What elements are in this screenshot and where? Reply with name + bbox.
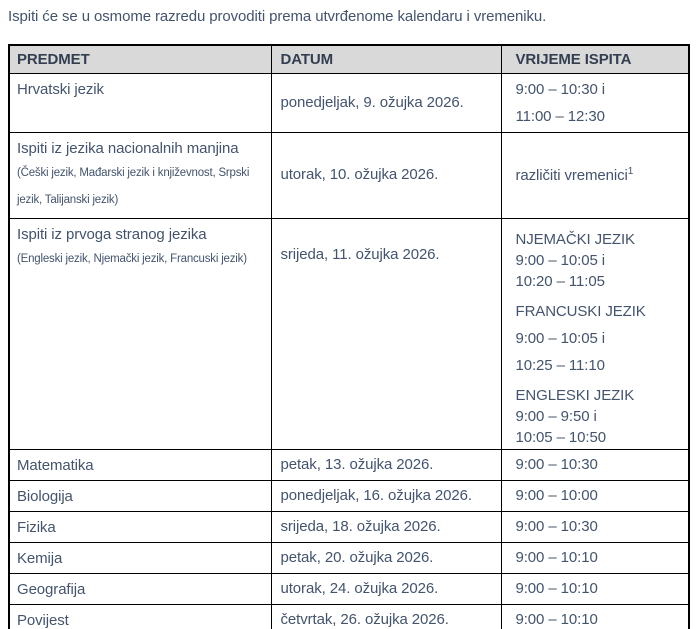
subject-cell [9,604,271,629]
table-row [9,573,689,604]
time-text: 9:00 – 10:10 [515,549,598,566]
exam-schedule-table [8,44,690,629]
subject-text: Biologija [17,487,73,505]
date-cell [271,480,501,511]
time-text: različiti vremenici$^1$ [515,165,634,184]
time-text: 9:00 – 10:10 [515,580,598,597]
time-text: 9:00 – 10:30 [515,456,598,473]
time-cell [501,573,689,604]
subject-text: Ispiti iz jezika nacionalnih manjina [17,139,239,157]
time-text: ENGLESKI JEZIK [515,386,635,404]
date-cell [271,542,501,573]
subject-note: (Češki jezik, Mađarski jezik i književnost, Srpski jezik, Talijanski jezik) [17,166,250,206]
subject-text: Ispiti iz prvoga stranog jezika [17,225,207,243]
table-row [9,449,689,480]
time-cell [501,132,689,218]
time-text: 9:00 – 10:05 i [515,329,606,347]
footnote-ref: 1 [627,165,634,177]
date-cell [271,132,501,218]
time-text: 9:00 – 10:00 [515,487,598,504]
subject-cell [9,573,271,604]
subject-cell [9,480,271,511]
table-row [9,480,689,511]
subject-note: (Engleski jezik, Njemački jezik, Francuski jezik) [17,252,247,265]
subject-cell [9,218,271,449]
time-text: 9:00 – 10:05 i [515,251,606,269]
subject-text: Kemija [17,549,63,567]
date-cell [271,73,501,132]
time-cell [501,604,689,629]
subject-cell [9,132,271,218]
date-text: srijeda, 11. ožujka 2026. [280,245,440,263]
subject-cell [9,73,271,132]
time-cell [501,480,689,511]
date-cell [271,449,501,480]
time-cell [501,73,689,132]
table-row [9,132,689,218]
table-body [9,73,689,629]
date-cell [271,511,501,542]
time-text: NJEMAČKI JEZIK [515,230,635,248]
table-row [9,511,689,542]
subject-text: Hrvatski jezik [17,80,104,98]
subject-cell [9,511,271,542]
table-row [9,218,689,449]
subject-text: Povijest [17,611,69,629]
date-text: četvrtak, 26. ožujka 2026. [280,610,449,628]
time-text: 9:00 – 10:10 [515,611,598,628]
time-text: 11:00 – 12:30 [515,107,605,125]
intro-text: Ispiti će se u osmome razredu provoditi prema utvrđenome kalendaru i vremeniku. [8,8,547,25]
header-row [9,45,689,73]
date-cell [271,573,501,604]
time-text: 10:25 – 11:10 [515,356,605,374]
date-text: petak, 13. ožujka 2026. [280,455,434,473]
time-text: 9:00 – 10:30 i [515,80,606,98]
table-row [9,73,689,132]
time-text: 9:00 – 10:30 [515,518,598,535]
date-text: utorak, 24. ožujka 2026. [280,579,439,597]
table-row [9,542,689,573]
subject-text: Geografija [17,580,86,598]
time-text: FRANCUSKI JEZIK [515,302,646,320]
subject-text: Fizika [17,518,56,536]
date-cell [271,218,501,449]
time-text: 9:00 – 9:50 i [515,407,597,425]
date-text: utorak, 10. ožujka 2026. [280,166,439,183]
time-cell [501,542,689,573]
time-text: 10:05 – 10:50 [515,428,606,446]
date-text: petak, 20. ožujka 2026. [280,548,434,566]
subject-text: Matematika [17,456,94,474]
date-text: ponedjeljak, 9. ožujka 2026. [280,93,464,111]
time-cell [501,218,689,449]
subject-cell [9,542,271,573]
date-text: srijeda, 18. ožujka 2026. [280,517,441,535]
table-row [9,604,689,629]
date-cell [271,604,501,629]
time-cell [501,511,689,542]
time-text: 10:20 – 11:05 [515,272,605,290]
header-cell-vrijeme-ispita: VRIJEME ISPITA [501,45,689,73]
subject-cell [9,449,271,480]
date-text: ponedjeljak, 16. ožujka 2026. [280,486,472,504]
header-cell-datum: DATUM [271,45,501,73]
time-cell [501,449,689,480]
header-cell-predmet: PREDMET [9,45,271,73]
